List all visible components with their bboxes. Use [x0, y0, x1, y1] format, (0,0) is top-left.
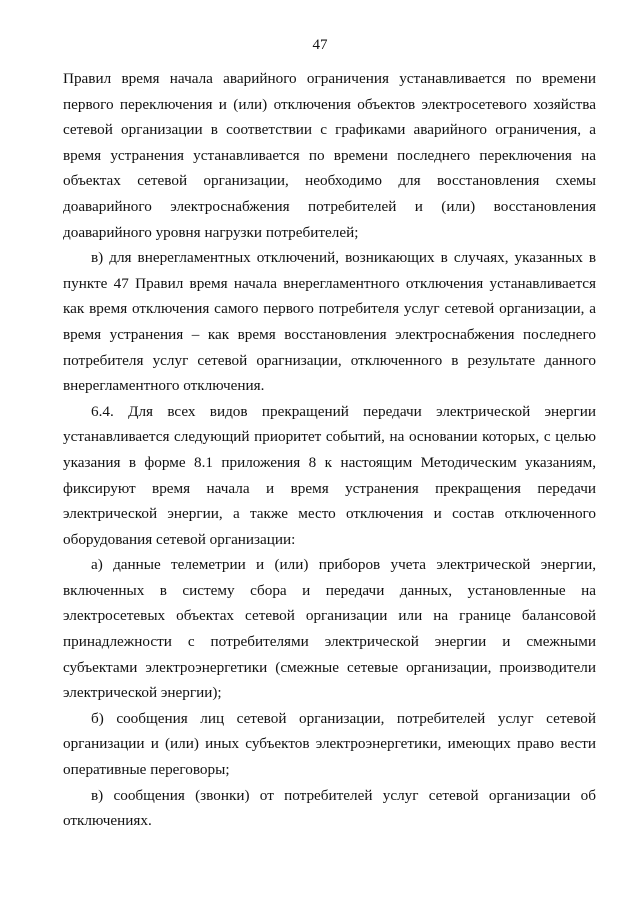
document-body: [63, 66, 596, 834]
paragraph-item-a-telemetry: а) данные телеметрии и (или) приборов учета электрической энергии, включенных в систему сбора и передачи данных, установленные на электросетевых объектах сетевой организации или на границе балансовой принадлежности с потребителями электрической энергии и смежными субъектами электроэнергетики (смежные сетевые организации, производители электрической энергии);: [63, 556, 596, 702]
paragraph-item-b-messages: б) сообщения лиц сетевой организации, потребителей услуг сетевой организации и (или) иных субъектов электроэнергетики, имеющих право вести оперативные переговоры;: [63, 709, 596, 779]
page-number: 47: [312, 37, 328, 53]
paragraph-item-v-calls: в) сообщения (звонки) от потребителей услуг сетевой организации об отключениях.: [63, 786, 596, 830]
paragraph-item-v-unscheduled: в) для внерегламентных отключений, возникающих в случаях, указанных в пункте 47 Правил время начала внерегламентного отключения устанавливается как время отключения самого первого потребителя услуг сетевой организации, а время устранения – как время восстановления электроснабжения последнего потребителя услуг сетевой орагнизации, отключенного в результате данного внерегламентного отключения.: [63, 249, 596, 395]
paragraph-continuation: Правил время начала аварийного ограничения устанавливается по времени первого переключения и (или) отключения объектов электросетевого хозяйства сетевой организации в соответствии с графиками аварийного ограничения, а время устранения устанавливается по времени последнего переключения на объектах сетевой организации, необходимо для восстановления схемы доаварийного электроснабжения потребителей и (или) восстановления доаварийного уровня нагрузки потребителей;: [63, 70, 596, 241]
paragraph-section-6-4: 6.4. Для всех видов прекращений передачи электрической энергии устанавливается следующий приоритет событий, на основании которых, с целью указания в форме 8.1 приложения 8 к настоящим Методическим указаниям, фиксируют время начала и время устранения прекращения передачи электрической энергии, а также место отключения и состав отключенного оборудования сетевой организации:: [63, 402, 596, 548]
